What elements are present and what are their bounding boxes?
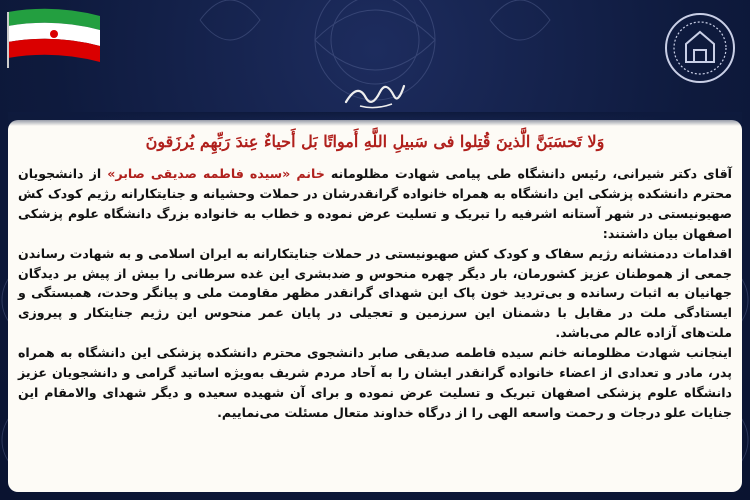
intro-text: آقای دکتر شیرانی، رئیس دانشگاه طی پیامی شهادت مظلومانه xyxy=(324,166,733,181)
calligraphy-signature-icon xyxy=(340,72,410,112)
condemnation-paragraph: اقدامات ددمنشانه رژیم سفاک و کودک کش صهیونیستی در حملات جنایتکارانه به ایران اسلامی و به شهادت رساندن جمعی از هموطنان عزیز کشورمان، بار دیگر چهره منحوس و ضدبشری این غده سرطانی را بیش از پیش بر دیدگان جهانیان به اثبات رسانده و بی‌تردید خون پاک این شهدای گرانقدر مظهر مقاومت ملی و پیانگر وحدت، همبستگی و ایستادگی ملت در مقابل با دشمنان این سرزمین و تعجیلی در پایان عمر منحوس این رژیم جنایتکار و پیروزی ملت‌های آزاده عالم می‌باشد. xyxy=(18,245,732,341)
intro-text-continued: از دانشجویان محترم دانشکده پزشکی این دانشگاه به همراه خانواده گرانقدرشان در حملات وحشیانه و جنایتکارانه رژیم کودک کش صهیونیستی در شهر آستانه اشرفیه را تبریک و تسلیت عرض نموده و خطاب به خانواده بزرگ دانشگاه علوم پزشکی اصفهان بیان داشتند: xyxy=(18,166,732,241)
iran-flag-icon xyxy=(4,6,104,70)
intro-paragraph xyxy=(18,164,732,244)
condolence-paragraph: اینجانب شهادت مظلومانه خانم سیده فاطمه صدیقی صابر دانشجوی محترم دانشکده پزشکی این دانشگاه به همراه پدر، مادر و تعدادی از اعضاء خانواده گرانقدر ایشان را به آحاد مردم شریف به‌ویژه اساتید گرامی و دانشجویان عزیز دانشگاه علوم پزشکی اصفهان تبریک و تسلیت عرض نموده و برای آن شهیده سعیده و دیگر شهدای والامقام این جنایات علو درجات و رحمت واسعه الهی را از درگاه خداوند متعال مسئلت می‌نماییم. xyxy=(18,345,732,420)
martyr-name: خانم «سیده فاطمه صدیقی صابر» xyxy=(107,166,325,181)
panel-shade xyxy=(8,112,742,126)
university-emblem-icon xyxy=(662,10,738,86)
quran-verse: وَلا تَحسَبَنَّ الَّذينَ قُتِلوا فى سَبيلِ اللَّهِ أَمواتًا بَل أَحياءٌ عِندَ رَبِّهِم يُرزَقونَ xyxy=(145,132,605,151)
message-body xyxy=(18,164,732,423)
